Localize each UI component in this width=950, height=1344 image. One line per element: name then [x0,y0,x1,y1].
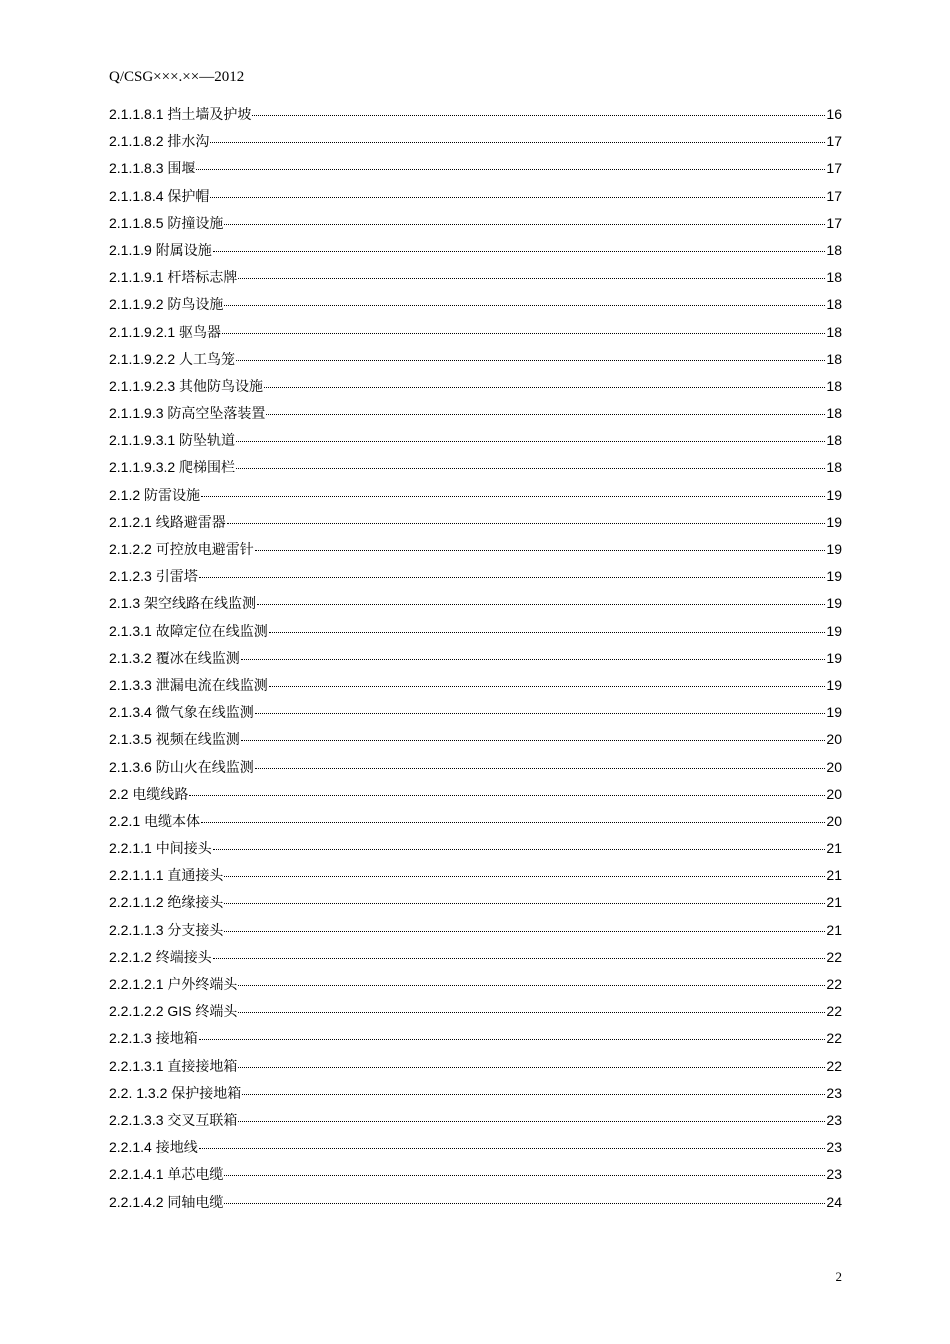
toc-dot-leader [199,1148,826,1149]
toc-entry-page: 22 [826,976,842,992]
toc-dot-leader [224,224,825,225]
toc-entry-page: 23 [826,1111,842,1128]
toc-dot-leader [238,1012,825,1013]
toc-entry[interactable] [109,784,842,811]
toc-entry[interactable] [109,485,842,512]
toc-dot-leader [201,496,825,497]
page-number: 2 [835,1269,842,1284]
document-code-header: Q/CSG×××.××—2012 [109,69,245,85]
toc-entry-page: 19 [826,513,842,530]
toc-entry[interactable] [109,457,842,484]
toc-entry[interactable] [109,566,842,593]
toc-dot-leader [269,686,826,687]
toc-dot-leader [236,468,825,469]
toc-entry[interactable] [109,1001,842,1028]
toc-entry-page: 18 [826,432,842,449]
toc-entry-page: 18 [826,377,842,394]
toc-dot-leader [242,1094,825,1095]
toc-entry-label: 2.2.1.4 接地线 [109,1139,198,1156]
toc-dot-leader [236,360,825,361]
toc-dot-leader [224,903,825,904]
toc-entry-page: 18 [826,405,842,422]
toc-entry[interactable] [109,104,842,131]
toc-entry[interactable] [109,294,842,321]
toc-entry-page: 19 [826,486,842,503]
toc-entry-label: 2.1.1.9.2.2 人工鸟笼 [109,350,236,367]
toc-entry-label: 2.1.1.9 附属设施 [109,241,212,258]
toc-entry-page: 16 [826,106,842,122]
toc-entry[interactable] [109,267,842,294]
toc-entry-label: 2.1.2.2 可控放电避雷针 [109,541,254,557]
toc-entry-label: 2.1.1.9.3.2 爬梯围栏 [109,459,236,476]
toc-entry-label: 2.1.1.9.3 防高空坠落装置 [109,405,266,422]
toc-entry[interactable] [109,213,842,240]
toc-entry-page: 22 [826,1003,842,1020]
toc-entry-page: 18 [826,269,842,286]
toc-entry-page: 19 [826,676,842,693]
toc-entry-label: 2.2.1.2.2 GIS 终端头 [109,1003,238,1020]
toc-entry-label: 2.1.1.8.1 挡土墙及护坡 [109,106,252,122]
toc-dot-leader [257,604,825,605]
toc-entry-label: 2.2.1.3.3 交叉互联箱 [109,1111,238,1128]
toc-entry[interactable] [109,621,842,648]
toc-dot-leader [224,876,825,877]
toc-entry-label: 2.2.1.2.1 户外终端头 [109,976,238,992]
toc-entry[interactable] [109,593,842,620]
toc-entry[interactable] [109,376,842,403]
toc-dot-leader [201,822,825,823]
toc-entry-label: 2.1.1.8.3 围堰 [109,160,196,177]
toc-dot-leader [238,1121,825,1122]
toc-entry-page: 19 [826,541,842,557]
toc-entry[interactable] [109,757,842,784]
toc-entry-label: 2.2.1.3 接地箱 [109,1030,198,1047]
toc-dot-leader [238,278,825,279]
toc-entry-label: 2.1.1.9.2.1 驱鸟器 [109,323,222,340]
toc-entry-label: 2.1.1.9.2 防鸟设施 [109,296,224,313]
toc-entry[interactable] [109,430,842,457]
toc-entry-page: 18 [826,350,842,367]
toc-dot-leader [241,659,826,660]
toc-entry-page: 17 [826,187,842,204]
toc-entry[interactable] [109,920,842,947]
toc-entry[interactable] [109,1056,842,1083]
toc-entry[interactable] [109,974,842,1001]
toc-entry[interactable] [109,648,842,675]
toc-entry-page: 17 [826,160,842,177]
toc-entry-label: 2.1.1.8.4 保护帽 [109,187,210,204]
toc-dot-leader [213,958,826,959]
toc-entry-label: 2.1.1.9.2.3 其他防鸟设施 [109,377,264,394]
toc-entry-page: 19 [826,622,842,639]
toc-entry-page: 19 [826,568,842,585]
toc-dot-leader [255,768,826,769]
toc-entry-label: 2.1.3.5 视频在线监测 [109,731,240,748]
toc-entry-page: 19 [826,704,842,721]
toc-dot-leader [222,333,825,334]
toc-entry-label: 2.2. 1.3.2 保护接地箱 [109,1084,242,1101]
toc-entry-label: 2.1.3.2 覆冰在线监测 [109,649,240,666]
toc-entry-page: 20 [826,812,842,829]
toc-entry[interactable] [109,349,842,376]
toc-entry-label: 2.2.1.4.2 同轴电缆 [109,1193,224,1210]
toc-entry-label: 2.2.1.2 终端接头 [109,948,212,965]
toc-entry-page: 19 [826,595,842,612]
toc-dot-leader [224,931,825,932]
toc-dot-leader [189,795,825,796]
toc-entry-page: 17 [826,133,842,150]
table-of-contents [109,104,842,1219]
toc-entry-label: 2.2 电缆线路 [109,785,189,802]
toc-entry-page: 18 [826,241,842,258]
toc-dot-leader [255,550,826,551]
toc-entry[interactable] [109,539,842,566]
toc-entry-label: 2.2.1.1.2 绝缘接头 [109,894,224,911]
toc-entry[interactable] [109,131,842,158]
toc-entry-label: 2.1.2.3 引雷塔 [109,568,198,585]
toc-entry-page: 23 [826,1084,842,1101]
toc-entry-label: 2.1.3.6 防山火在线监测 [109,758,254,775]
toc-entry-label: 2.2.1 电缆本体 [109,812,201,829]
toc-dot-leader [236,441,825,442]
toc-entry-label: 2.1.1.9.3.1 防坠轨道 [109,432,236,449]
toc-dot-leader [264,387,825,388]
toc-entry-page: 22 [826,1057,842,1074]
toc-entry-page: 20 [826,731,842,748]
toc-entry-page: 22 [826,948,842,965]
toc-dot-leader [241,740,826,741]
toc-entry-label: 2.1.1.9.1 杆塔标志牌 [109,269,238,286]
toc-entry-page: 21 [826,840,842,857]
toc-dot-leader [199,1039,826,1040]
toc-entry-label: 2.1.3.1 故障定位在线监测 [109,622,268,639]
toc-entry[interactable] [109,729,842,756]
toc-entry-page: 18 [826,323,842,340]
toc-dot-leader [252,115,825,116]
toc-entry[interactable] [109,1083,842,1110]
toc-entry-page: 20 [826,758,842,775]
toc-entry-page: 21 [826,867,842,884]
toc-dot-leader [224,1175,825,1176]
toc-entry-label: 2.2.1.1.1 直通接头 [109,867,224,884]
toc-entry-page: 20 [826,785,842,802]
toc-entry[interactable] [109,1192,842,1219]
toc-dot-leader [255,713,826,714]
toc-dot-leader [238,985,825,986]
toc-entry-label: 2.1.1.8.5 防撞设施 [109,214,224,231]
toc-entry-page: 23 [826,1166,842,1183]
toc-entry[interactable] [109,512,842,539]
toc-entry-page: 19 [826,649,842,666]
toc-entry-page: 21 [826,894,842,911]
toc-entry-label: 2.2.1.1.3 分支接头 [109,921,224,938]
toc-entry[interactable] [109,403,842,430]
toc-entry-page: 22 [826,1030,842,1047]
toc-dot-leader [224,305,825,306]
toc-dot-leader [238,1067,825,1068]
toc-dot-leader [224,1203,825,1204]
toc-entry[interactable] [109,702,842,729]
toc-entry[interactable] [109,947,842,974]
toc-entry[interactable] [109,1110,842,1137]
toc-entry-page: 21 [826,921,842,938]
toc-entry[interactable] [109,1137,842,1164]
toc-entry-label: 2.1.3.3 泄漏电流在线监测 [109,676,268,693]
toc-entry-page: 18 [826,296,842,313]
toc-dot-leader [199,577,826,578]
toc-entry-label: 2.1.3 架空线路在线监测 [109,595,257,612]
toc-entry-label: 2.1.3.4 微气象在线监测 [109,704,254,721]
toc-entry[interactable] [109,892,842,919]
toc-entry[interactable] [109,865,842,892]
toc-entry-page: 18 [826,459,842,476]
toc-entry[interactable] [109,186,842,213]
toc-entry-label: 2.1.1.8.2 排水沟 [109,133,210,150]
toc-dot-leader [213,849,826,850]
toc-entry-page: 23 [826,1139,842,1156]
toc-entry[interactable] [109,322,842,349]
toc-entry[interactable] [109,838,842,865]
toc-dot-leader [227,523,826,524]
toc-entry-label: 2.2.1.4.1 单芯电缆 [109,1166,224,1183]
toc-dot-leader [210,197,825,198]
toc-entry[interactable] [109,675,842,702]
toc-dot-leader [213,251,826,252]
toc-entry[interactable] [109,1028,842,1055]
toc-entry-page: 17 [826,214,842,231]
toc-entry-page: 24 [826,1193,842,1210]
toc-dot-leader [269,632,826,633]
toc-entry[interactable] [109,811,842,838]
toc-entry-label: 2.1.2 防雷设施 [109,486,201,503]
toc-entry[interactable] [109,240,842,267]
toc-entry[interactable] [109,158,842,185]
toc-entry[interactable] [109,1164,842,1191]
toc-dot-leader [266,414,825,415]
toc-dot-leader [196,169,825,170]
toc-entry-label: 2.2.1.1 中间接头 [109,840,212,857]
toc-entry-label: 2.2.1.3.1 直接接地箱 [109,1057,238,1074]
toc-entry-label: 2.1.2.1 线路避雷器 [109,513,226,530]
toc-dot-leader [210,142,825,143]
